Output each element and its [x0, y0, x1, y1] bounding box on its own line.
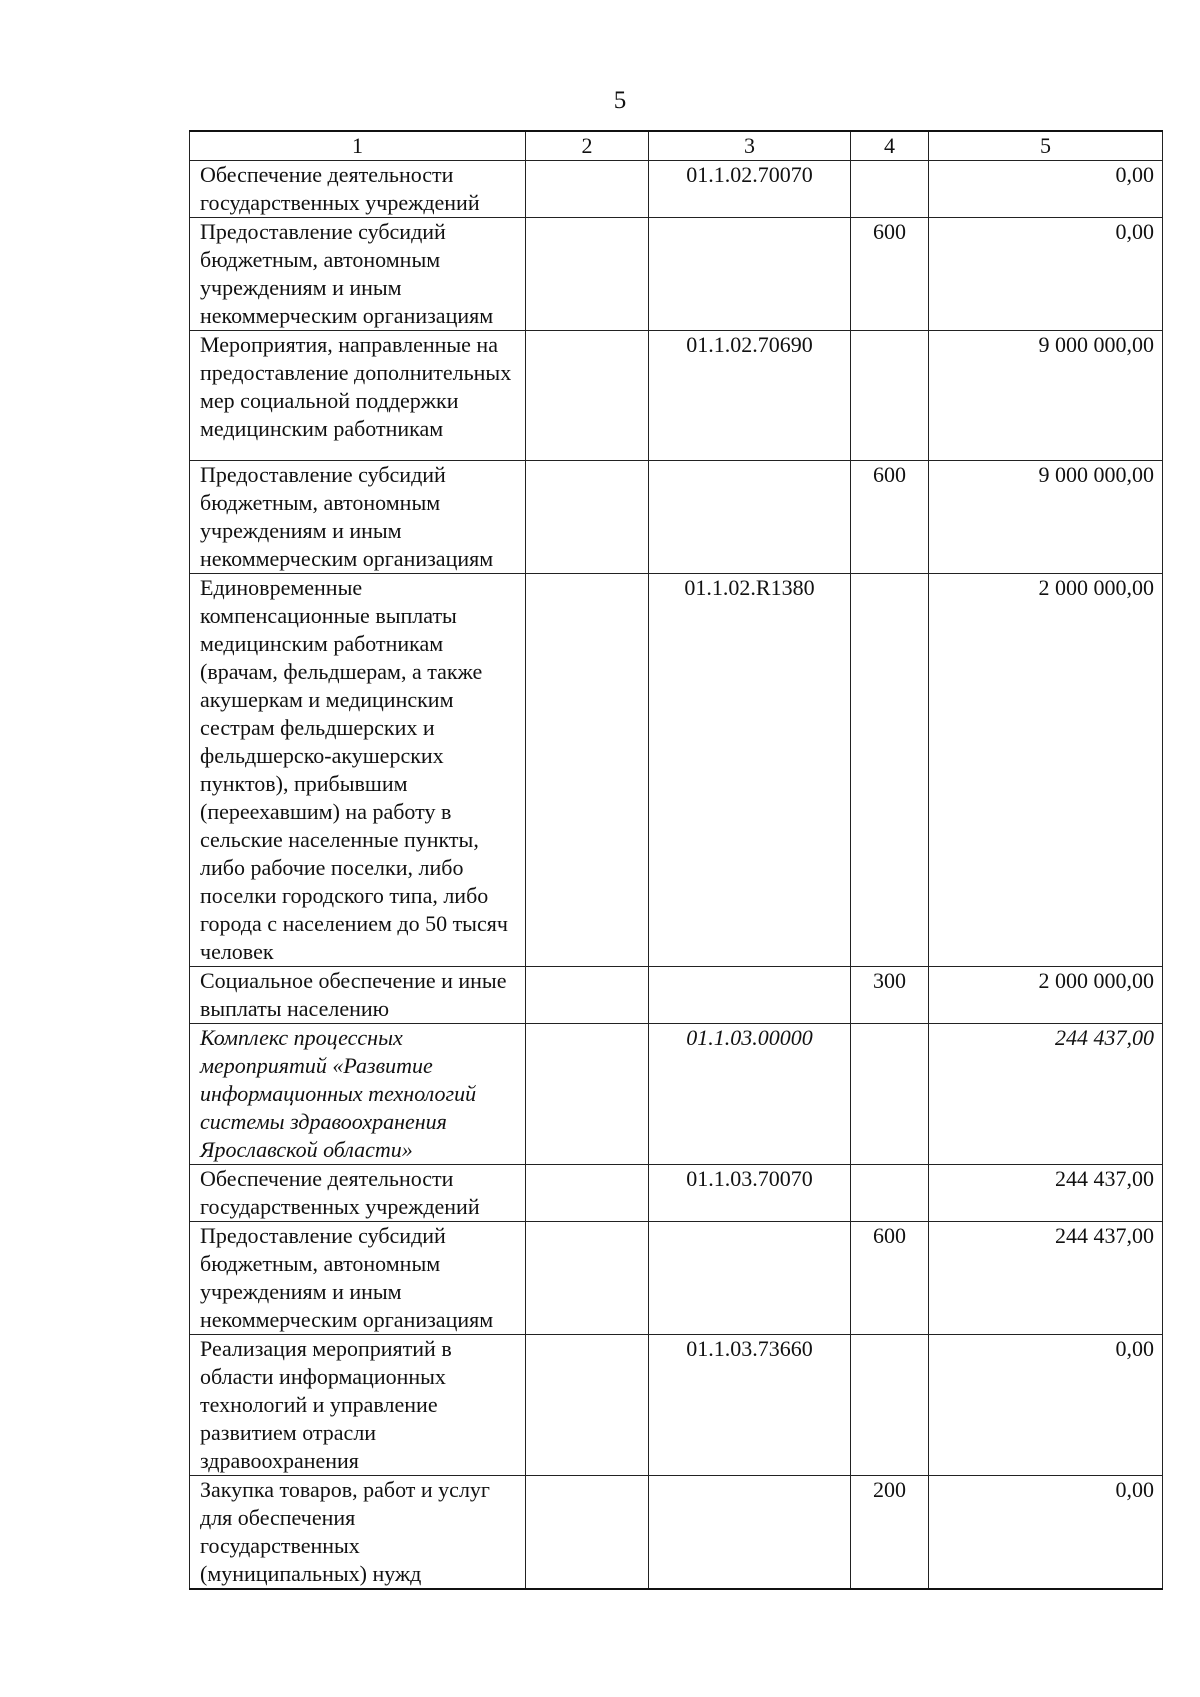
table-row [190, 1222, 1163, 1335]
row-code-cell: 01.1.03.70070 [649, 1165, 851, 1222]
page-number: 5 [613, 87, 627, 114]
table-row [190, 1476, 1163, 1590]
table-row [190, 574, 1163, 967]
row-col2-cell [526, 1024, 649, 1165]
row-name-cell: Обеспечение деятельности государственных учреждений [190, 1165, 526, 1222]
row-col2-cell [526, 574, 649, 967]
row-amount-cell: 0,00 [929, 1476, 1163, 1590]
table-row [190, 331, 1163, 461]
row-col2-cell [526, 1222, 649, 1335]
row-name-cell: Закупка товаров, работ и услуг для обеспечения государственных (муниципальных) нужд [190, 1476, 526, 1590]
row-amount-cell: 9 000 000,00 [929, 461, 1163, 574]
table-row [190, 461, 1163, 574]
row-name-cell: Предоставление субсидий бюджетным, автономным учреждениям и иным некоммерческим организациям [190, 461, 526, 574]
table-row [190, 1335, 1163, 1476]
row-name-cell: Обеспечение деятельности государственных учреждений [190, 161, 526, 218]
row-type-cell: 600 [851, 1222, 929, 1335]
row-code-cell [649, 967, 851, 1024]
table-row [190, 1024, 1163, 1165]
row-type-cell: 300 [851, 967, 929, 1024]
row-code-cell [649, 461, 851, 574]
row-name-cell: Социальное обеспечение и иные выплаты населению [190, 967, 526, 1024]
row-amount-cell: 244 437,00 [929, 1222, 1163, 1335]
table-body [190, 161, 1163, 1590]
row-amount-cell: 9 000 000,00 [929, 331, 1163, 461]
row-col2-cell [526, 461, 649, 574]
row-col2-cell [526, 331, 649, 461]
row-amount-cell: 244 437,00 [929, 1165, 1163, 1222]
row-type-cell [851, 331, 929, 461]
table-row [190, 1165, 1163, 1222]
row-name-cell: Реализация мероприятий в области информационных технологий и управление развитием отрасли здравоохранения [190, 1335, 526, 1476]
row-type-cell [851, 1165, 929, 1222]
column-header-5: 5 [929, 131, 1163, 161]
row-code-cell [649, 1222, 851, 1335]
row-type-cell: 600 [851, 461, 929, 574]
row-type-cell: 200 [851, 1476, 929, 1590]
row-col2-cell [526, 1165, 649, 1222]
row-code-cell: 01.1.02.R1380 [649, 574, 851, 967]
row-name-cell: Предоставление субсидий бюджетным, автономным учреждениям и иным некоммерческим организациям [190, 218, 526, 331]
row-col2-cell [526, 161, 649, 218]
row-name-cell: Мероприятия, направленные на предоставление дополнительных мер социальной поддержки медицинским работникам [190, 331, 526, 461]
table-row [190, 967, 1163, 1024]
row-code-cell: 01.1.03.00000 [649, 1024, 851, 1165]
row-amount-cell: 2 000 000,00 [929, 574, 1163, 967]
row-amount-cell: 0,00 [929, 1335, 1163, 1476]
row-code-cell: 01.1.02.70690 [649, 331, 851, 461]
column-header-4: 4 [851, 131, 929, 161]
column-header-1: 1 [190, 131, 526, 161]
budget-table [189, 130, 1163, 1590]
row-col2-cell [526, 1335, 649, 1476]
row-type-cell [851, 1335, 929, 1476]
row-code-cell: 01.1.03.73660 [649, 1335, 851, 1476]
row-type-cell [851, 574, 929, 967]
row-col2-cell [526, 1476, 649, 1590]
row-name-cell: Единовременные компенсационные выплаты медицинским работникам (врачам, фельдшерам, а также акушеркам и медицинским сестрам фельдшерских и фельдшерско-акушерских пунктов), прибывшим (переехавшим) на работу в сельские населенные пункты, либо рабочие поселки, либо поселки городского типа, либо города с населением до 50 тысяч человек [190, 574, 526, 967]
table-row [190, 161, 1163, 218]
row-type-cell: 600 [851, 218, 929, 331]
row-type-cell [851, 1024, 929, 1165]
row-amount-cell: 2 000 000,00 [929, 967, 1163, 1024]
row-code-cell [649, 1476, 851, 1590]
column-header-2: 2 [526, 131, 649, 161]
row-type-cell [851, 161, 929, 218]
row-name-cell: Предоставление субсидий бюджетным, автономным учреждениям и иным некоммерческим организациям [190, 1222, 526, 1335]
table-header-row [190, 131, 1163, 161]
row-col2-cell [526, 218, 649, 331]
row-amount-cell: 0,00 [929, 218, 1163, 331]
table-row [190, 218, 1163, 331]
row-col2-cell [526, 967, 649, 1024]
row-code-cell [649, 218, 851, 331]
row-amount-cell: 0,00 [929, 161, 1163, 218]
column-header-3: 3 [649, 131, 851, 161]
row-code-cell: 01.1.02.70070 [649, 161, 851, 218]
row-amount-cell: 244 437,00 [929, 1024, 1163, 1165]
row-name-cell: Комплекс процессных мероприятий «Развитие информационных технологий системы здравоохранения Ярославской области» [190, 1024, 526, 1165]
